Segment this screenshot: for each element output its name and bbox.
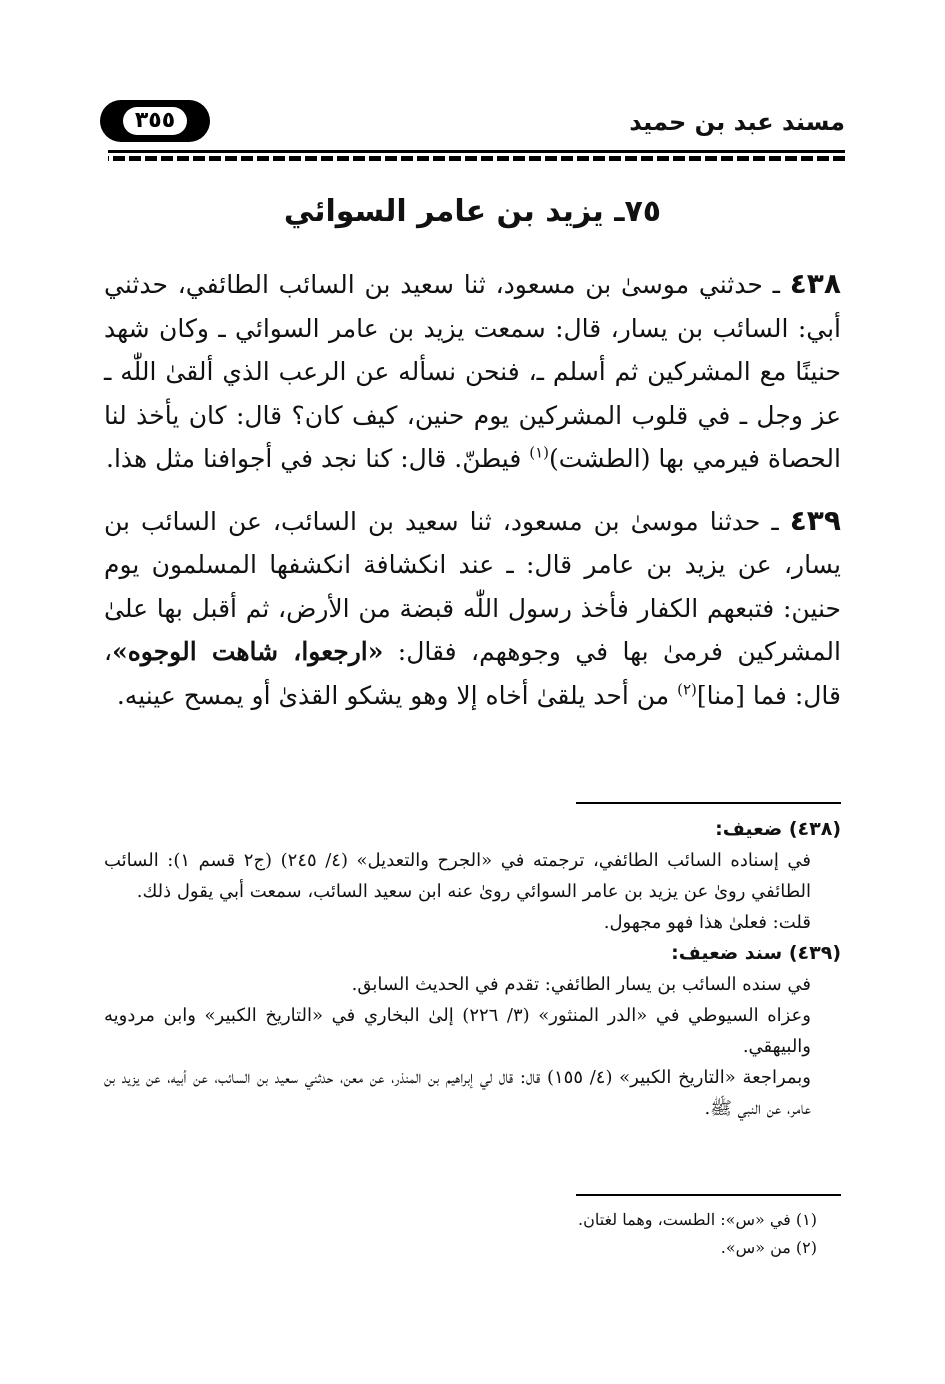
hadith-439 (104, 499, 841, 718)
footnote-separator (576, 1194, 841, 1196)
header-rule (108, 150, 845, 153)
commentary-text: وبمراجعة «التاريخ الكبير» (٤/ ١٥٥) قال: قال لي إبراهيم بن المنذر، عن معن، حدثني سعيد بن السائب، عن أبيه، عن يزيد بن عامر، عن النبي ﷺ. (104, 1067, 811, 1119)
main-text (104, 262, 841, 717)
hadith-text: من أحد يلقىٰ أخاه إلا وهو يشكو القذىٰ أو يمسح عينيه. (116, 680, 678, 710)
commentary-text: في إسناده السائب الطائفي، ترجمته في «الجرح والتعديل» (٤/ ٢٤٥) (ج٢ قسم ١): السائب الطائفي روىٰ عن يزيد بن عامر السوائي روىٰ عنه ابن سعيد السائب، سمعت أبي يقول ذلك. (104, 850, 812, 902)
page-number-badge (100, 100, 210, 142)
book-title: مسند عبد بن حميد (629, 108, 845, 136)
prophetic-quote: «ارجعوا، شاهت الوجوه» (112, 637, 384, 666)
commentary-text: وعزاه السيوطي في «الدر المنثور» (٣/ ٢٢٦) إلىٰ البخاري في «التاريخ الكبير» وابن مردويه والبيهقي. (104, 1005, 811, 1057)
hadith-438 (104, 262, 841, 481)
grading-439: (٤٣٩) سند ضعيف: (671, 942, 841, 964)
footnote-ref: (٢) (677, 680, 697, 699)
header-dashed-rule (108, 156, 845, 161)
page-header (100, 96, 845, 148)
footnote-ref: (١) (529, 443, 550, 462)
commentary-text: في سنده السائب بن يسار الطائفي: تقدم في الحديث السابق. (351, 974, 811, 995)
grading-438: (٤٣٨) ضعيف: (715, 818, 841, 840)
hadith-text: ـ حدثنا موسىٰ بن مسعود، ثنا سعيد بن السائب، عن السائب بن يسار، عن يزيد بن عامر قال: ـ عند انكشافة انكشفها المسلمون يوم حنين: فتبعهم الكفار فأخذ رسول اللّٰه قبضة من الأرض، ثم أقبل بها علىٰ المشركين فرمىٰ بها في وجوههم، فقال: (104, 506, 841, 666)
commentary-section (104, 814, 841, 1124)
hadith-text: فيطنّ. قال: كنا نجد في أجوافنا مثل هذا. (106, 444, 530, 473)
footnote-2: (٢) من «س». (720, 1238, 817, 1257)
hadith-number: ٤٣٨ (789, 267, 841, 300)
page-number: ٣٥٥ (123, 107, 187, 135)
commentary-separator (576, 802, 841, 804)
footnotes (104, 1206, 841, 1262)
hadith-text: ـ حدثني موسىٰ بن مسعود، ثنا سعيد بن السائب الطائفي، حدثني أبي: السائب بن يسار، قال: سمعت يزيد بن عامر السوائي ـ وكان شهد حنينًا مع المشركين ثم أسلم ـ، فنحن نسأله عن الرعب الذي ألقىٰ اللّٰه ـ عز وجل ـ في قلوب المشركين يوم حنين، كيف كان؟ قال: كان يأخذ لنا الحصاة فيرمي بها (الطشت) (104, 270, 841, 473)
hadith-number: ٤٣٩ (789, 503, 841, 537)
footnote-1: (١) في «س»: الطست، وهما لغتان. (577, 1210, 817, 1229)
chapter-title: ٧٥ـ يزيد بن عامر السوائي (283, 194, 662, 229)
commentary-note: قلت: فعلىٰ هذا فهو مجهول. (603, 912, 811, 933)
hadith-text: ، قال: فما [منا] (104, 637, 841, 710)
